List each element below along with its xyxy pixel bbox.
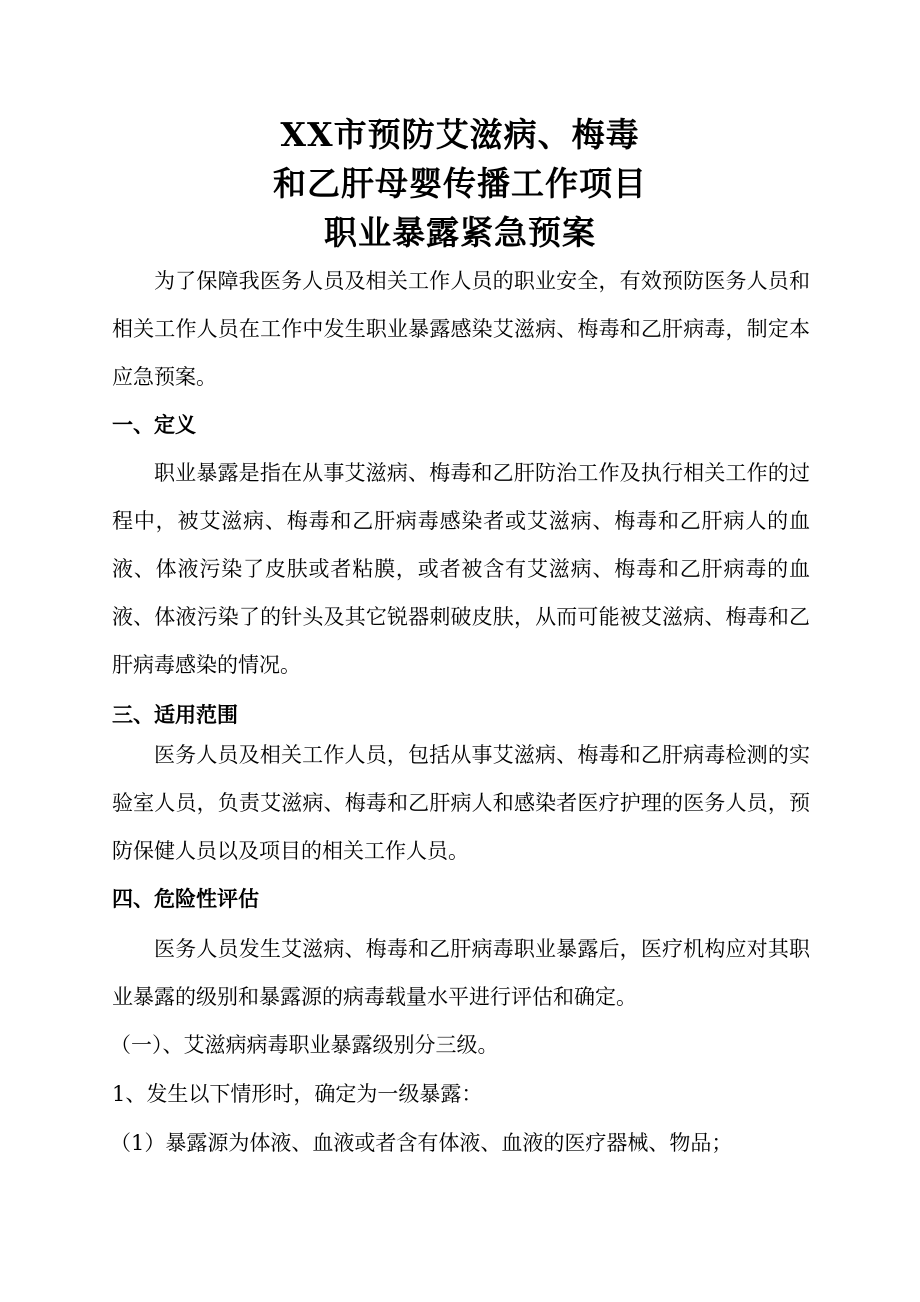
section-heading-scope: 三、适用范围 — [112, 702, 238, 727]
section-paragraph-definition: 职业暴露是指在从事艾滋病、梅毒和乙肝防治工作及执行相关工作的过程中，被艾滋病、梅毒和乙肝病毒感染者或艾滋病、梅毒和乙肝病人的血液、体液污染了皮肤或者粘膜，或者被含有艾滋病、梅毒和乙肝病毒的血液、体液污染了的针头及其它锐器刺破皮肤，从而可能被艾滋病、梅毒和乙肝病毒感染的情况。 — [112, 461, 810, 677]
intro-paragraph: 为了保障我医务人员及相关工作人员的职业安全，有效预防医务人员和相关工作人员在工作中发生职业暴露感染艾滋病、梅毒和乙肝病毒，制定本应急预案。 — [112, 269, 810, 389]
section-paragraph-scope: 医务人员及相关工作人员，包括从事艾滋病、梅毒和乙肝病毒检测的实验室人员，负责艾滋病、梅毒和乙肝病人和感染者医疗护理的医务人员，预防保健人员以及项目的相关工作人员。 — [112, 743, 810, 863]
title-line-1: XX市预防艾滋病、梅毒 — [280, 115, 640, 154]
section-paragraph-risk-assessment: 医务人员发生艾滋病、梅毒和乙肝病毒职业暴露后，医疗机构应对其职业暴露的级别和暴露源的病毒载量水平进行评估和确定。 — [112, 937, 810, 1009]
subsection-line-1: （一）、艾滋病病毒职业暴露级别分三级。 — [110, 1033, 499, 1057]
document-title — [0, 110, 920, 257]
subsection-line-3: （1）暴露源为体液、血液或者含有体液、血液的医疗器械、物品； — [110, 1131, 733, 1155]
section-heading-risk-assessment: 四、危险性评估 — [112, 886, 259, 911]
title-line-3: 职业暴露紧急预案 — [324, 213, 596, 252]
subsection-line-2: 1、发生以下情形时，确定为一级暴露： — [112, 1082, 483, 1106]
section-heading-definition: 一、定义 — [112, 412, 196, 437]
title-line-2: 和乙肝母婴传播工作项目 — [273, 164, 647, 203]
